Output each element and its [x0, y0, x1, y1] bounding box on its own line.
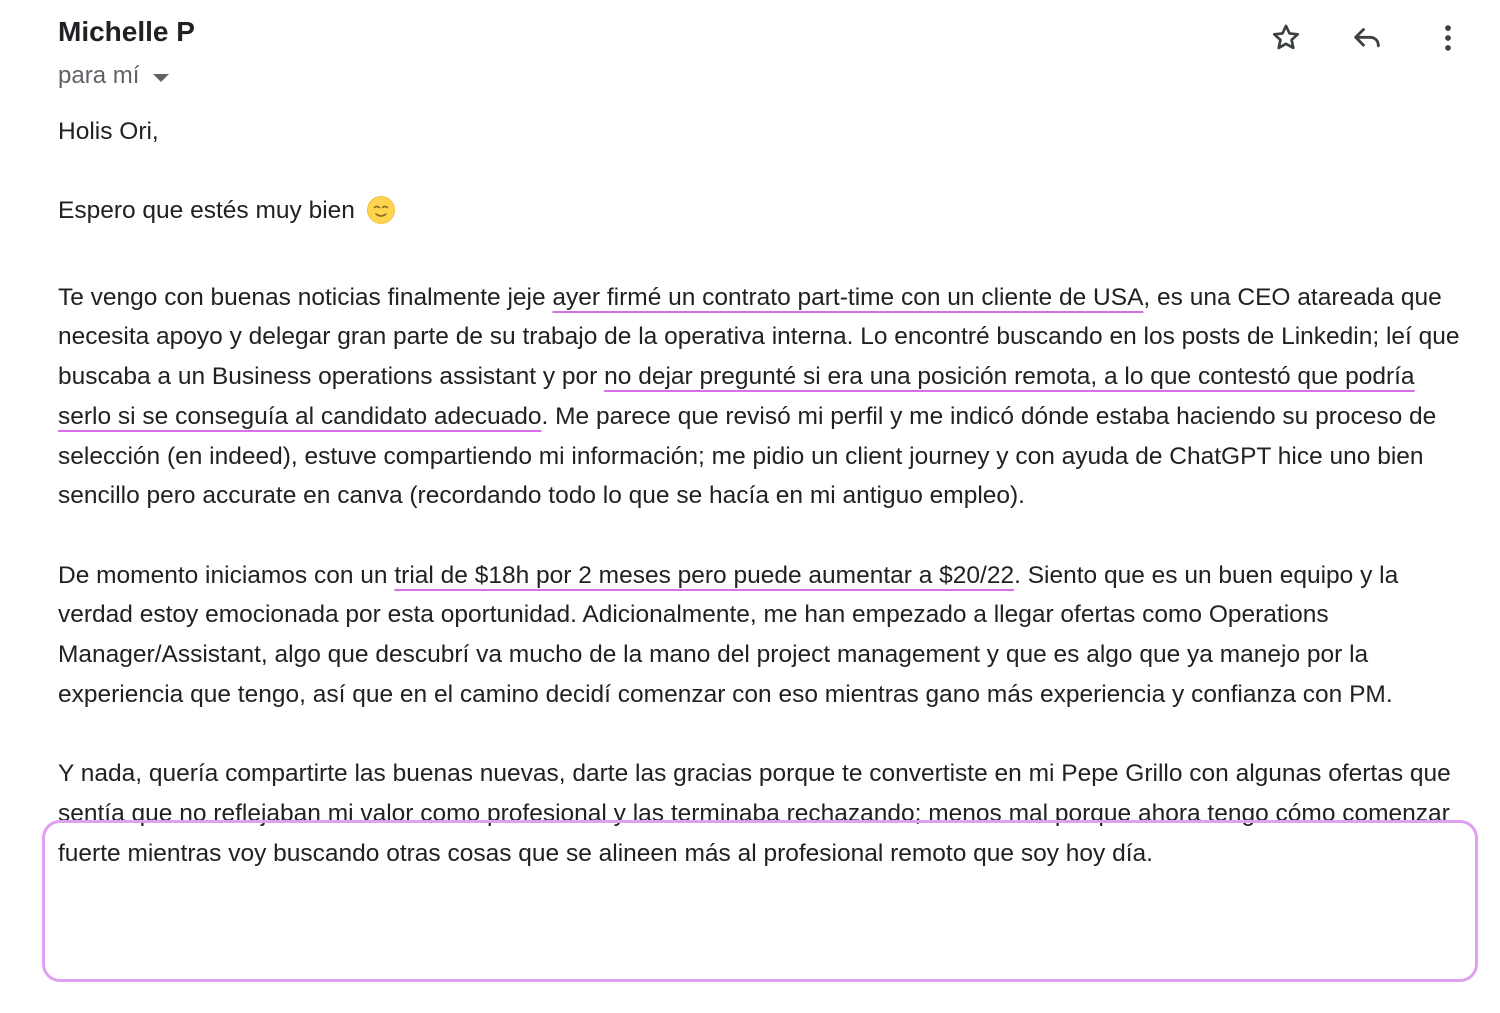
chevron-down-icon — [153, 74, 169, 82]
paragraph-contract — [58, 278, 1468, 516]
sender-name[interactable]: Michelle P — [58, 16, 195, 47]
more-options-button[interactable] — [1426, 16, 1470, 60]
star-icon — [1269, 21, 1303, 55]
reply-icon — [1350, 21, 1384, 55]
p1-text-3: . Me parece que revisó mi perfil y me indicó dónde estaba haciendo su proceso de selección (en indeed), estuve compartiendo mi información; me pidio un client journey y con ayuda de ChatGPT hice uno bien sencillo pero accurate en canva (recordando todo lo que se hacía en mi antiguo empleo). — [58, 402, 1437, 510]
highlight-box-annotation — [42, 820, 1478, 982]
recipient-details-toggle[interactable] — [58, 62, 169, 90]
email-header — [0, 0, 1500, 110]
p2-text-2: . Siento que es un buen equipo y la verdad estoy emocionada por esta oportunidad. Adicionalmente, me han empezado a llegar ofertas como Operations Manager/Assistant, algo que descubrí va mucho de la mano del project management y que es algo que ya manejo por la experiencia que tengo, así que en el camino decidí comenzar con eso mientras gano más experiencia y confianza con PM. — [58, 561, 1399, 708]
more-vert-icon — [1431, 21, 1465, 55]
smiling-face-emoji-icon — [366, 195, 396, 238]
star-button[interactable] — [1264, 16, 1308, 60]
reply-button[interactable] — [1345, 16, 1389, 60]
p1-text-1: Te vengo con buenas noticias finalmente jeje — [58, 283, 553, 311]
wish-line — [58, 191, 1468, 238]
p1-highlight-remote: no dejar pregunté si era una posición remota, a lo que contestó que podría serlo si se conseguía al candidato adecuado — [58, 363, 1415, 430]
wish-text: Espero que estés muy bien — [58, 197, 355, 225]
greeting: Holis Ori, — [58, 118, 159, 145]
p2-text-1: De momento iniciamos con un — [58, 561, 395, 589]
message-body — [58, 112, 1468, 873]
paragraph-thanks: Y nada, quería compartirte las buenas nuevas, darte las gracias porque te convertiste en mi Pepe Grillo con algunas ofertas que sentía que no reflejaban mi valor como profesional y las terminaba rechazando; menos mal porque ahora tengo cómo comenzar fuerte mientras voy buscando otras cosas que se alineen más al profesional remoto que soy hoy día. — [58, 760, 1451, 867]
p1-text-2: , es una CEO atareada que necesita apoyo y delegar gran parte de su trabajo de la operativa interna. Lo encontré buscando en los posts de Linkedin; leí que buscaba a un Business operations assistant y por — [58, 283, 1460, 391]
recipient-label: para mí — [58, 62, 140, 89]
p1-highlight-contract: ayer firmé un contrato part-time con un cliente de USA — [552, 283, 1144, 311]
p2-highlight-trial: trial de $18h por 2 meses pero puede aumentar a $20/22 — [394, 561, 1015, 589]
message-actions — [1227, 16, 1470, 60]
paragraph-trial — [58, 556, 1468, 715]
